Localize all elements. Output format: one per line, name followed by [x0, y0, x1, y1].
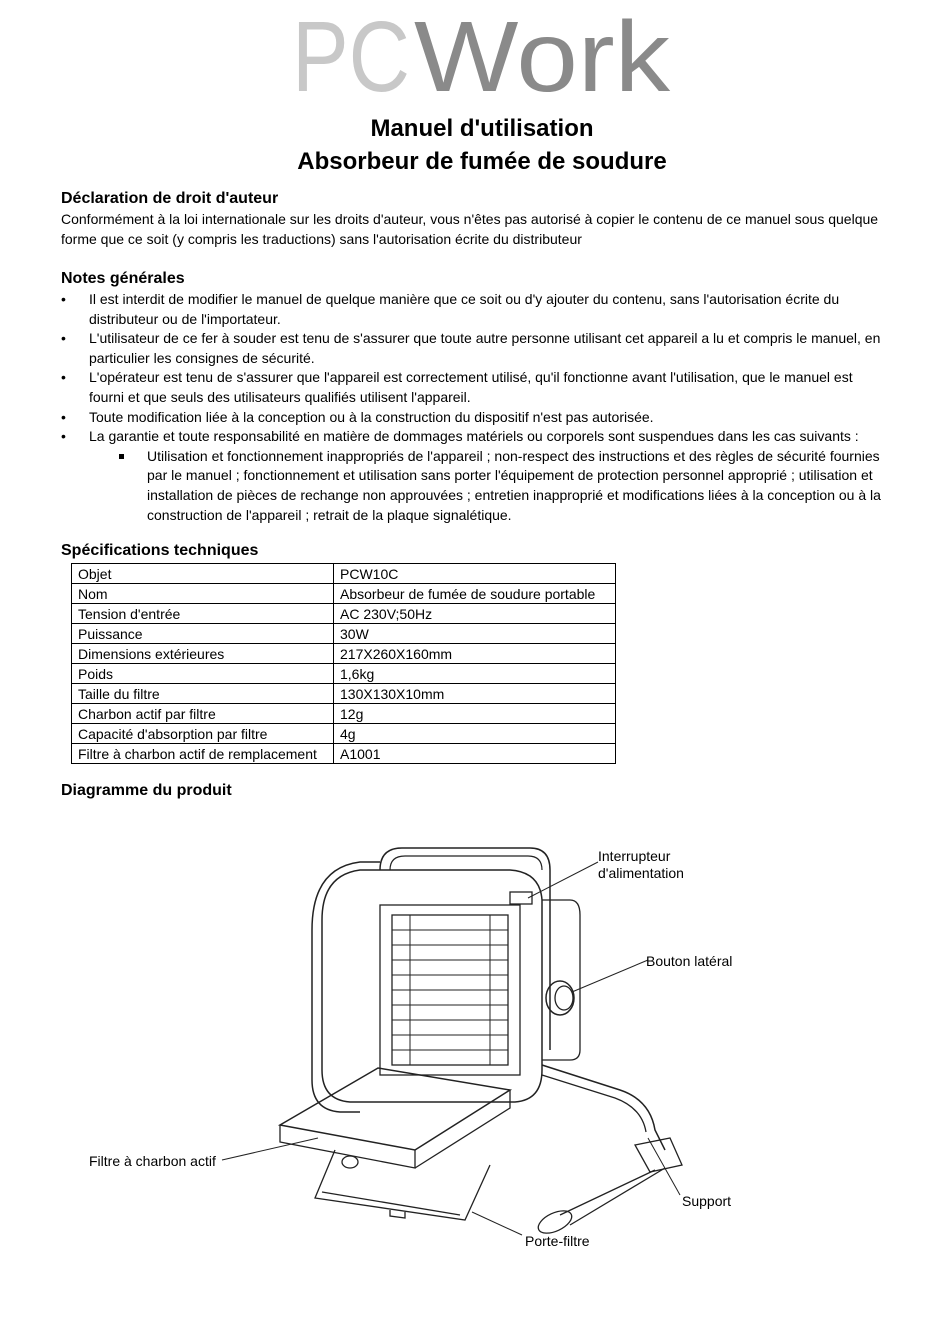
list-item: • L'utilisateur de ce fer à souder est tenu de s'assurer que toute autre personne utilisant cet appareil a lu et compris le manuel, en particulier les consignes de sécurité.	[61, 329, 891, 368]
specs-heading: Spécifications techniques	[61, 542, 259, 559]
list-item	[61, 427, 891, 525]
notes-sublist	[89, 447, 891, 525]
list-item: • L'opérateur est tenu de s'assurer que l'appareil est correctement utilisé, qu'il fonctionne avant l'utilisation, que le manuel est fourni et que seuls des utilisateurs qualifiés utilisent l'appareil.	[61, 368, 891, 407]
spec-key: Objet	[72, 564, 334, 584]
label-support: Support	[682, 1193, 732, 1209]
list-item-text: La garantie et toute responsabilité en matière de dommages matériels ou corporels sont suspendues dans les cas suivants :	[89, 428, 859, 445]
table-row	[72, 744, 616, 764]
copyright-text: Conformément à la loi internationale sur les droits d'auteur, vous n'êtes pas autorisé à copier le contenu de ce manuel sous quelque forme que ce soit (y compris les traductions) sans l'autorisation écrite du distributeur	[61, 211, 879, 247]
spec-value: PCW10C	[334, 564, 616, 584]
table-row	[72, 584, 616, 604]
manual-title: Manuel d'utilisation	[370, 115, 594, 142]
label-power-switch-line2: d'alimentation	[598, 865, 684, 881]
spec-value: 217X260X160mm	[334, 644, 616, 664]
label-filter-holder: Porte-filtre	[525, 1233, 590, 1249]
sub-list-item: Utilisation et fonctionnement inappropriés de l'appareil ; non-respect des instructions et des règles de sécurité fournies par le manuel ; fonctionnement et utilisation sans porter l'équipement de protection personnel approprié ; utilisation et installation de pièces de rechange non approuvées ; entretien inapproprié et modifications liées à la conception ou à la construction de l'appareil ; retrait de la plaque signalétique.	[89, 447, 891, 525]
list-item: • Toute modification liée à la conception ou à la construction du dispositif n'est pas autorisée.	[61, 408, 891, 428]
spec-key: Puissance	[72, 624, 334, 644]
spec-key: Capacité d'absorption par filtre	[72, 724, 334, 744]
table-row	[72, 684, 616, 704]
table-row	[72, 604, 616, 624]
spec-value: 4g	[334, 724, 616, 744]
product-diagram	[60, 820, 940, 1280]
logo-pc-text: PC	[292, 5, 410, 97]
spec-key: Filtre à charbon actif de remplacement	[72, 744, 334, 764]
spec-key: Tension d'entrée	[72, 604, 334, 624]
spec-key: Dimensions extérieures	[72, 644, 334, 664]
spec-value: AC 230V;50Hz	[334, 604, 616, 624]
table-row	[72, 724, 616, 744]
label-power-switch	[598, 848, 684, 882]
label-side-knob: Bouton latéral	[646, 953, 733, 969]
notes-heading: Notes générales	[61, 270, 185, 287]
copyright-heading: Déclaration de droit d'auteur	[61, 190, 279, 207]
table-row	[72, 644, 616, 664]
pcwork-logo	[292, 5, 672, 97]
spec-value: 130X130X10mm	[334, 684, 616, 704]
notes-list	[61, 290, 891, 525]
spec-value: Absorbeur de fumée de soudure portable	[334, 584, 616, 604]
spec-value: 1,6kg	[334, 664, 616, 684]
table-row	[72, 704, 616, 724]
spec-key: Poids	[72, 664, 334, 684]
label-carbon-filter: Filtre à charbon actif	[89, 1153, 216, 1169]
spec-key: Taille du filtre	[72, 684, 334, 704]
spec-key: Charbon actif par filtre	[72, 704, 334, 724]
spec-value: 12g	[334, 704, 616, 724]
spec-value: 30W	[334, 624, 616, 644]
spec-value: A1001	[334, 744, 616, 764]
label-power-switch-line1: Interrupteur	[598, 848, 671, 864]
logo-work-text: Work	[414, 5, 672, 97]
list-item: • Il est interdit de modifier le manuel de quelque manière que ce soit ou d'y ajouter du contenu, sans l'autorisation écrite du distributeur ou de l'importateur.	[61, 290, 891, 329]
diagram-heading: Diagramme du produit	[61, 782, 232, 799]
table-row	[72, 564, 616, 584]
specs-table	[71, 563, 616, 764]
table-row	[72, 624, 616, 644]
table-row	[72, 664, 616, 684]
product-title: Absorbeur de fumée de soudure	[297, 148, 667, 175]
spec-key: Nom	[72, 584, 334, 604]
